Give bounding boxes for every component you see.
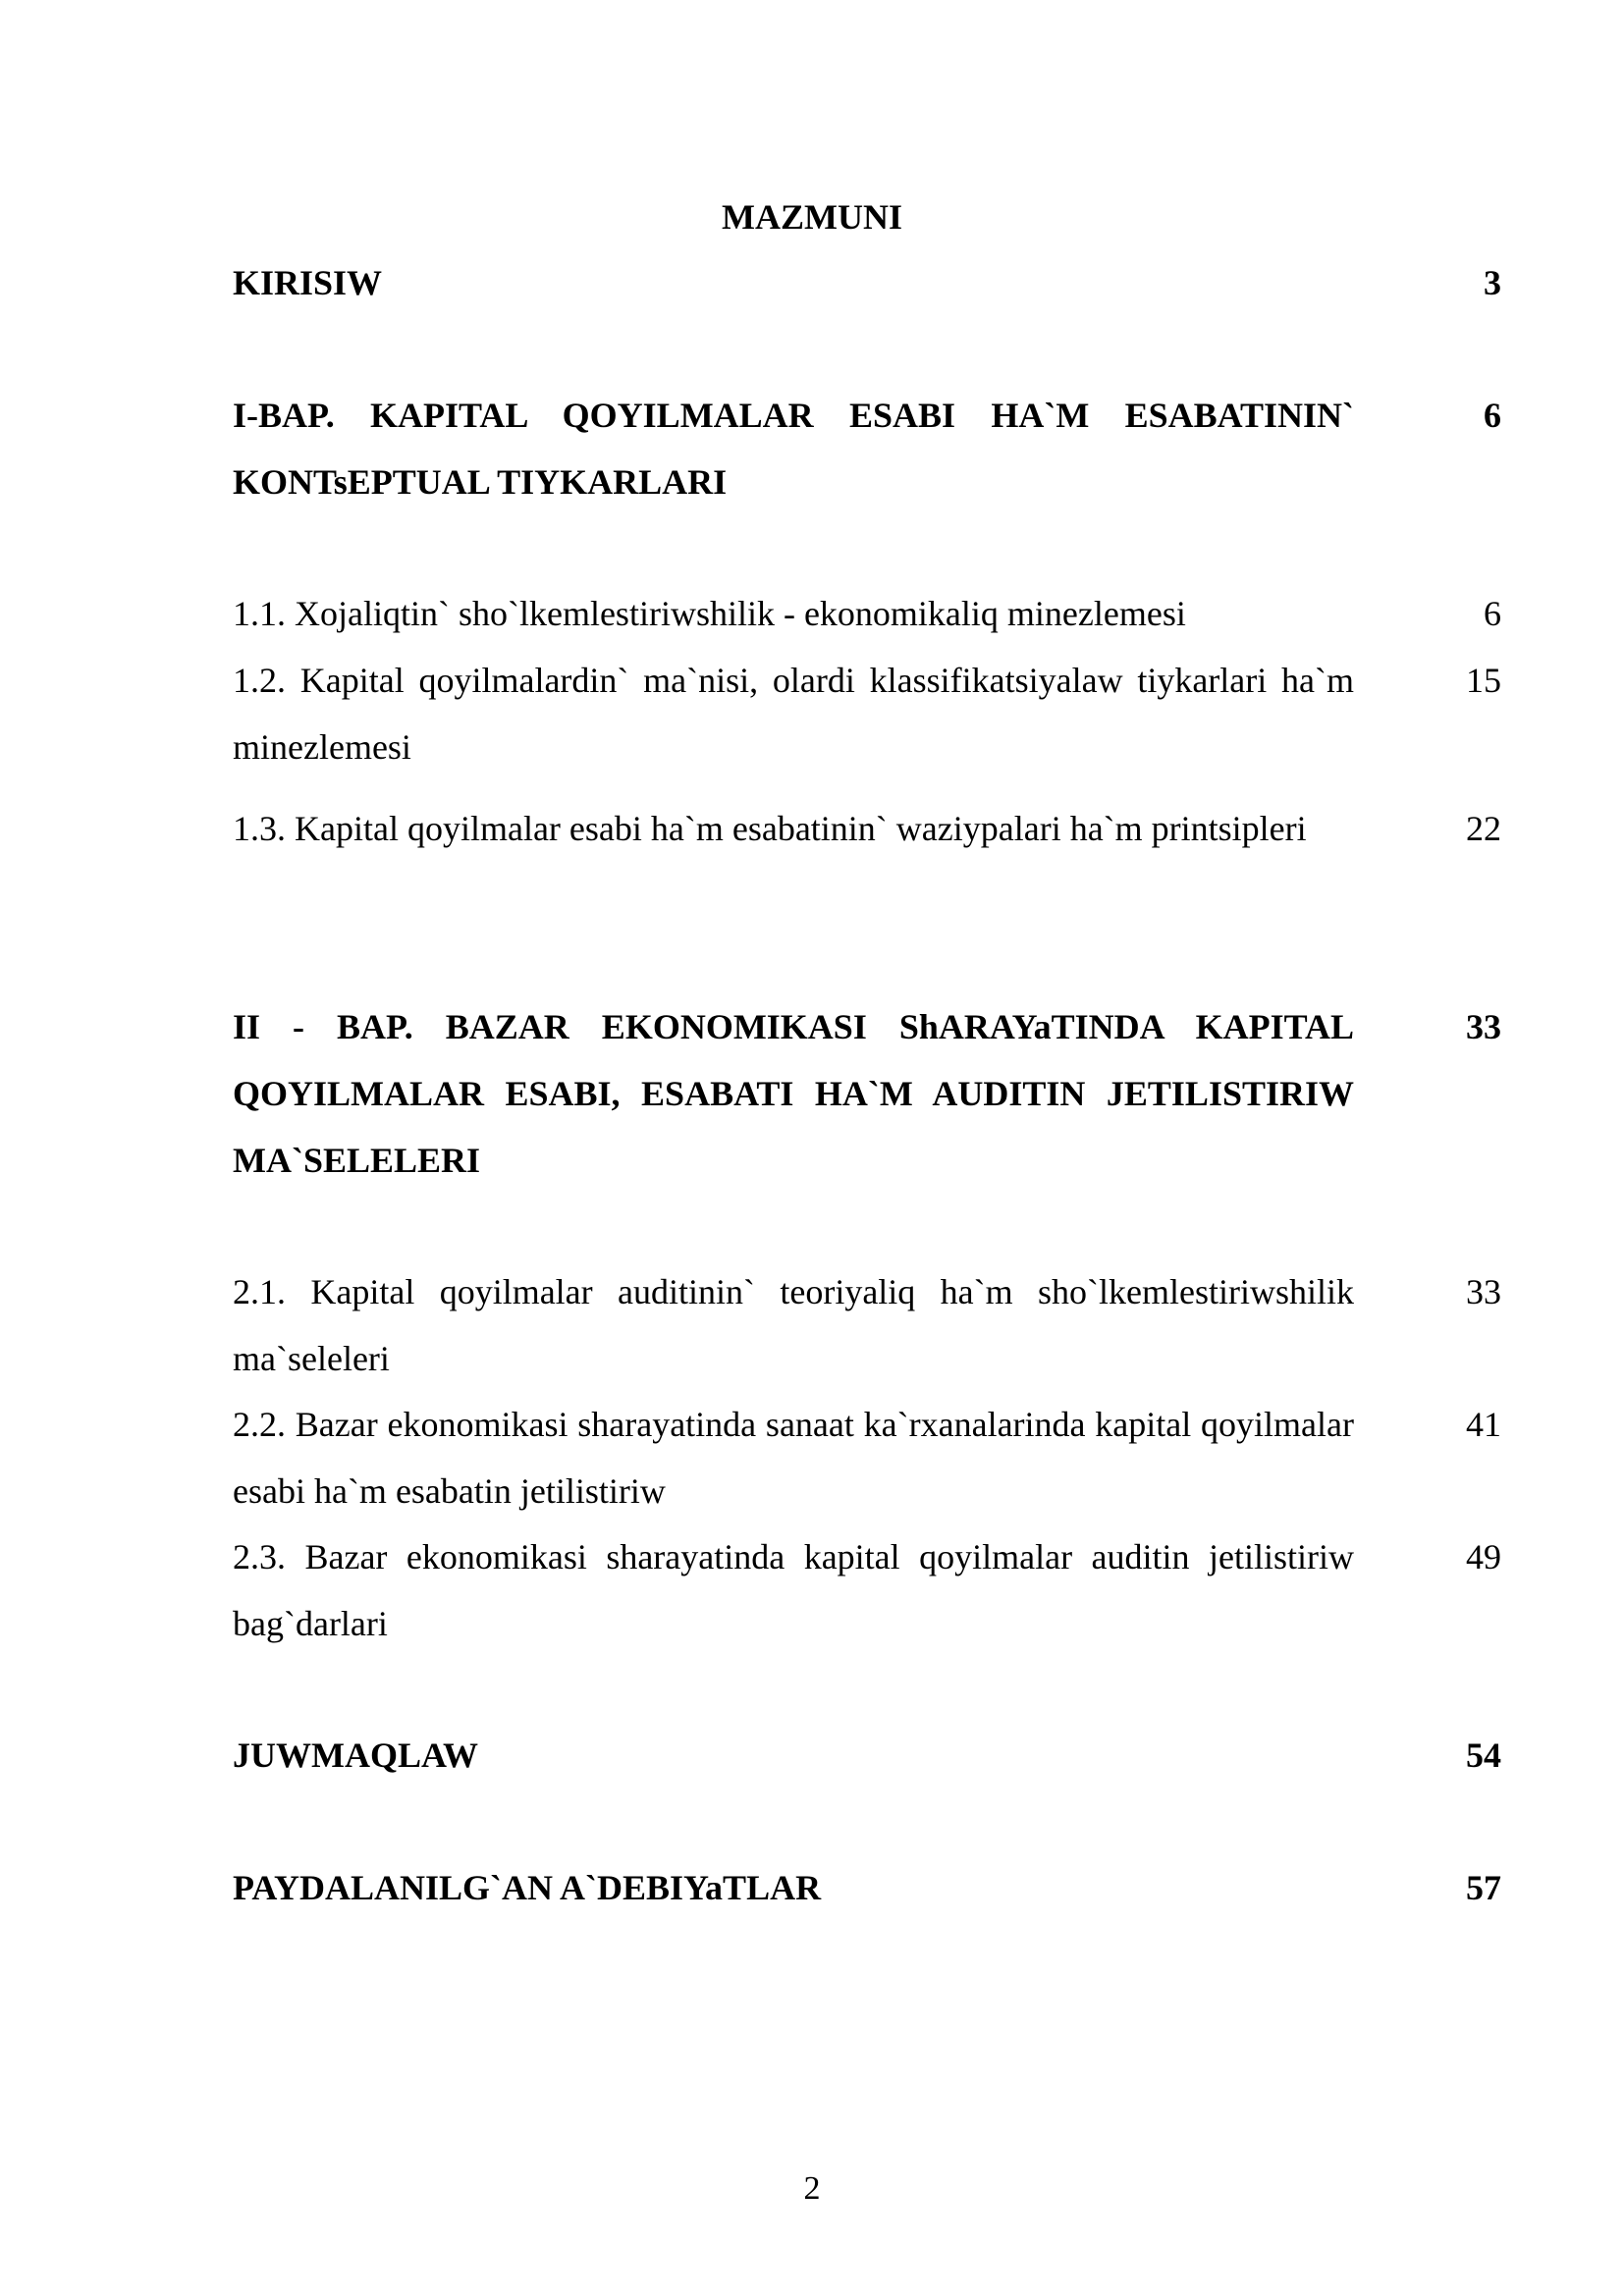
toc-entry-text: PAYDALANILG`AN A`DEBIYaTLAR	[233, 1868, 822, 1907]
toc-entry-text: 2.2. Bazar ekonomikasi sharayatinda sanaat ka`rxanalarinda kapital qoyilmalar esabi ha`m esabatin jetilistiriw	[233, 1405, 1354, 1511]
toc-entry-text: 1.3. Kapital qoyilmalar esabi ha`m esabatinin` waziypalari ha`m printsipleri	[233, 809, 1307, 848]
toc-entry-page: 3	[1484, 263, 1501, 302]
page-number: 2	[803, 2170, 821, 2207]
page-title: MAZMUNI	[722, 197, 902, 237]
toc-entry-text: 2.3. Bazar ekonomikasi sharayatinda kapital qoyilmalar auditin jetilistiriw bag`darlari	[233, 1537, 1354, 1643]
toc-entry-text: 1.2. Kapital qoyilmalardin` ma`nisi, olardi klassifikatsiyalaw tiykarlari ha`m minezlemesi	[233, 661, 1354, 767]
toc-entry-text: II - BAP. BAZAR EKONOMIKASI ShARAYaTINDA KAPITAL QOYILMALAR ESABI, ESABATI HA`M AUDITIN JETILISTIRIW MA`SELELERI	[233, 1007, 1354, 1180]
toc-entry-page: 33	[1466, 1007, 1501, 1046]
toc-entry-page: 22	[1466, 809, 1501, 848]
toc-entry-page: 49	[1466, 1537, 1501, 1576]
toc-entry-page: 33	[1466, 1272, 1501, 1311]
toc-entry-text: 1.1. Xojaliqtin` sho`lkemlestiriwshilik - ekonomikaliq minezlemesi	[233, 594, 1186, 633]
toc-entry-page: 54	[1466, 1735, 1501, 1775]
toc-entry-page: 6	[1484, 396, 1501, 435]
toc-entry-page: 57	[1466, 1868, 1501, 1907]
toc-entry-text: JUWMAQLAW	[233, 1735, 478, 1775]
toc-entry-text: I-BAP. KAPITAL QOYILMALAR ESABI HA`M ESABATININ` KONTsEPTUAL TIYKARLARI	[233, 396, 1354, 502]
toc-entry-page: 15	[1466, 661, 1501, 700]
toc-entry-text: 2.1. Kapital qoyilmalar auditinin` teoriyaliq ha`m sho`lkemlestiriwshilik ma`seleleri	[233, 1272, 1354, 1378]
toc-entry-page: 41	[1466, 1405, 1501, 1444]
toc-entry-text: KIRISIW	[233, 263, 383, 302]
toc-entry-page: 6	[1484, 594, 1501, 633]
